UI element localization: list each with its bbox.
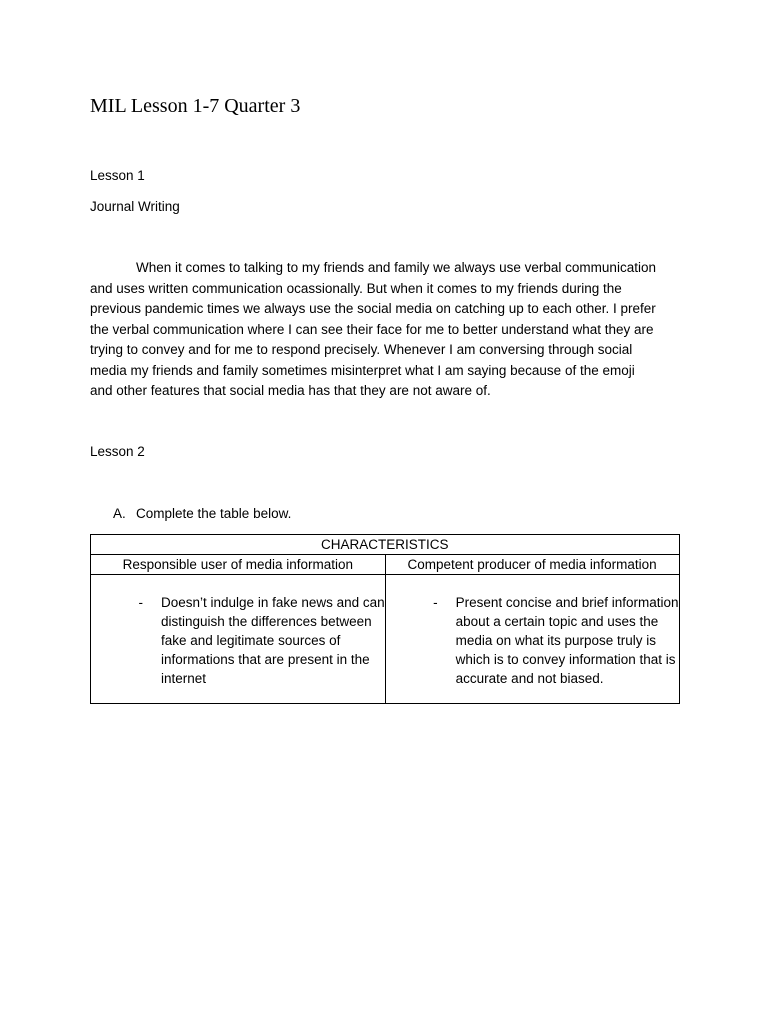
- table-main-header: CHARACTERISTICS: [91, 535, 680, 555]
- cell-line: about a certain topic and uses the: [455, 614, 659, 629]
- paragraph-line: previous pandemic times we always use the social media on catching up to each other. I prefer: [90, 301, 656, 316]
- competent-producer-cell: [385, 575, 679, 704]
- cell-line: fake and legitimate sources of: [161, 633, 341, 648]
- cell-line: distinguish the differences between: [161, 614, 372, 629]
- cell-line: which is to convey information that is: [455, 652, 676, 667]
- journal-writing-heading: Journal Writing: [90, 199, 180, 214]
- table-column-header-row: [91, 555, 680, 575]
- paragraph-line: When it comes to talking to my friends and family we always use verbal communication: [136, 260, 656, 275]
- cell-line: informations that are present in the: [161, 652, 370, 667]
- characteristics-table: [90, 534, 680, 704]
- cell-line: internet: [161, 671, 207, 686]
- paragraph-line: trying to convey and for me to respond precisely. Whenever I am conversing through social: [90, 342, 633, 357]
- paragraph-line: and uses written communication ocassionally. But when it comes to my friends during the: [90, 280, 622, 296]
- lesson-1-heading: Lesson 1: [90, 168, 145, 183]
- paragraph-line: media my friends and family sometimes misinterpret what I am saying because of the emoji: [90, 362, 635, 378]
- column-header-competent-producer: Competent producer of media information: [385, 555, 679, 575]
- responsible-user-cell: [91, 575, 386, 704]
- bullet-dash: -: [433, 595, 438, 610]
- document-title: MIL Lesson 1-7 Quarter 3: [90, 95, 301, 117]
- responsible-user-text: [143, 593, 385, 688]
- cell-line: Doesn’t indulge in fake news and can: [161, 595, 385, 610]
- cell-line: Present concise and brief information: [455, 595, 679, 610]
- table-row: [91, 575, 680, 704]
- journal-paragraph: [90, 258, 680, 402]
- cell-line: accurate and not biased.: [455, 671, 604, 686]
- bullet-dash: -: [138, 595, 143, 610]
- column-header-responsible-user: Responsible user of media information: [91, 555, 386, 575]
- cell-line: media on what its purpose truly is: [455, 633, 657, 648]
- table-header-row: [91, 535, 680, 555]
- lesson-2-heading: Lesson 2: [90, 444, 145, 459]
- competent-producer-text: [438, 593, 679, 688]
- instruction-text: Complete the table below.: [136, 506, 292, 521]
- paragraph-line: the verbal communication where I can see their face for me to better understand what they are: [90, 321, 654, 337]
- table-instruction: [113, 505, 291, 523]
- paragraph-line: and other features that social media has that they are not aware of.: [90, 383, 491, 398]
- list-marker: A.: [113, 506, 126, 521]
